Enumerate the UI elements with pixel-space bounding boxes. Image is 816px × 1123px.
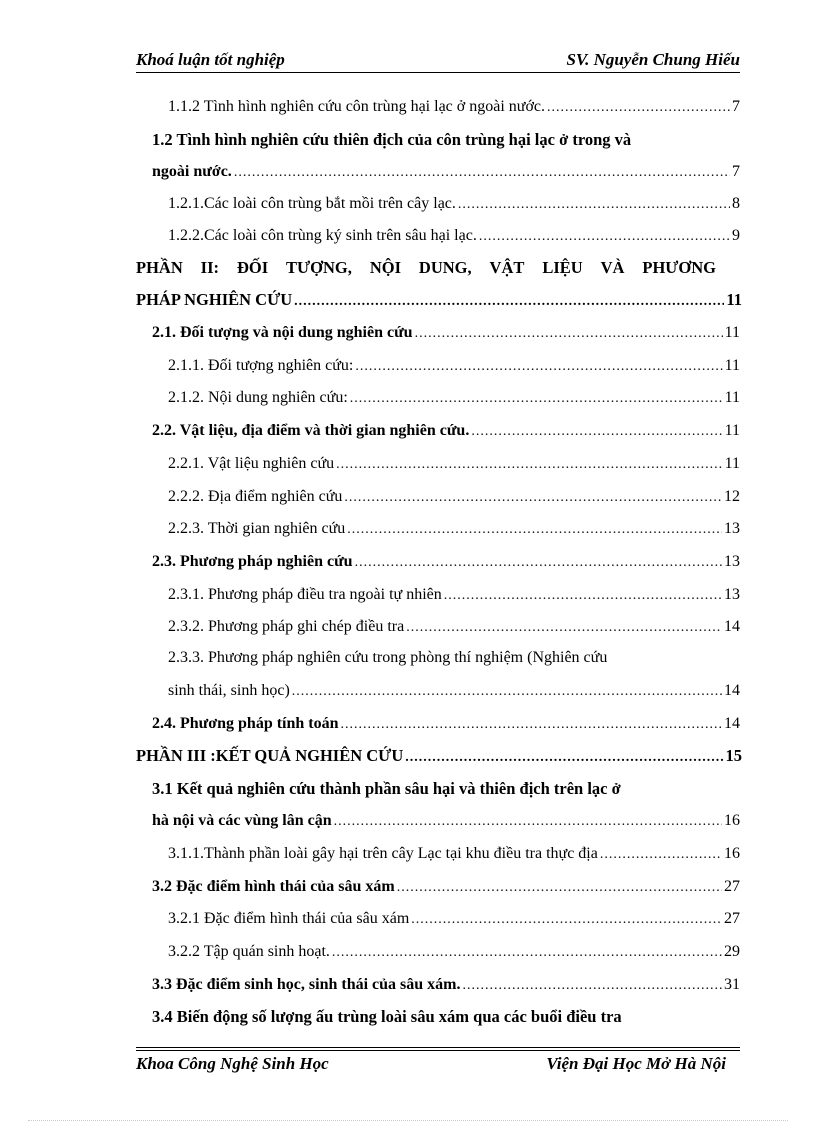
header-rule — [136, 72, 740, 73]
toc-entry[interactable]: 1.2.1.Các loài côn trùng bắt mồi trên cây lạc. ..... 8 — [168, 194, 740, 215]
toc-entry[interactable]: PHẦN III :KẾT QUẢ NGHIÊN CỨU ..... 15 — [136, 746, 742, 768]
page-edge-divider — [28, 1120, 788, 1121]
page-header — [136, 50, 740, 70]
toc-entry[interactable]: 2.2.3. Thời gian nghiên cứu ..... 13 — [168, 519, 740, 540]
toc-entry[interactable]: 1.2.2.Các loài côn trùng ký sinh trên sâu hại lạc. ..... 9 — [168, 226, 740, 247]
toc-entry[interactable]: 2.3.1. Phương pháp điều tra ngoài tự nhiên ..... 13 — [168, 585, 740, 606]
toc-entry-line[interactable]: PHẦN II: ĐỐI TƯỢNG, NỘI DUNG, VẬT LIỆU VÀ PHƯƠNG — [136, 258, 716, 277]
toc-entry[interactable]: ngoài nước. ..... 7 — [152, 162, 740, 183]
footer-right: Viện Đại Học Mở Hà Nội — [546, 1054, 726, 1073]
toc-entry[interactable]: 2.1.2. Nội dung nghiên cứu: ..... 11 — [168, 388, 740, 409]
toc-entry[interactable]: 2.3. Phương pháp nghiên cứu ..... 13 — [152, 552, 740, 573]
toc-entry[interactable]: 3.2.2 Tập quán sinh hoạt. ..... 29 — [168, 942, 740, 963]
toc-entry[interactable]: 2.4. Phương pháp tính toán ..... 14 — [152, 714, 740, 735]
toc-entry[interactable]: 2.1.1. Đối tượng nghiên cứu: ..... 11 — [168, 356, 740, 377]
toc-entry[interactable]: sinh thái, sinh học) ..... 14 — [168, 681, 740, 702]
toc-entry[interactable]: 2.1. Đối tượng và nội dung nghiên cứu ..... 11 — [152, 323, 740, 344]
toc-entry[interactable]: 3.2.1 Đặc điểm hình thái của sâu xám ..... 27 — [168, 909, 740, 930]
header-left: Khoá luận tốt nghiệp — [136, 50, 285, 69]
toc-entry[interactable]: 1.1.2 Tình hình nghiên cứu côn trùng hại lạc ở ngoài nước. ..... 7 — [168, 97, 740, 118]
toc-entry[interactable]: 2.3.2. Phương pháp ghi chép điều tra ..... 14 — [168, 617, 740, 638]
toc-entry-line[interactable]: 1.2 Tình hình nghiên cứu thiên địch của côn trùng hại lạc ở trong và — [152, 130, 632, 149]
footer-rule-second — [136, 1050, 740, 1051]
footer-left: Khoa Công Nghệ Sinh Học — [136, 1054, 329, 1073]
toc-entry[interactable]: 2.2. Vật liệu, địa điểm và thời gian nghiên cứu. ..... 11 — [152, 421, 740, 442]
toc-entry[interactable]: 3.2 Đặc điểm hình thái của sâu xám ..... 27 — [152, 877, 740, 898]
footer-rule — [136, 1047, 740, 1048]
toc-entry[interactable]: 2.2.2. Địa điểm nghiên cứu ..... 12 — [168, 487, 740, 508]
header-right: SV. Nguyễn Chung Hiếu — [566, 50, 740, 69]
toc-entry[interactable]: hà nội và các vùng lân cận ..... 16 — [152, 811, 740, 832]
page-footer — [136, 1054, 726, 1074]
toc-entry[interactable]: 3.1.1.Thành phần loài gây hại trên cây Lạc tại khu điều tra thực địa ..... 16 — [168, 844, 740, 865]
toc-entry[interactable]: 3.3 Đặc điểm sinh học, sinh thái của sâu xám. ..... 31 — [152, 975, 740, 996]
toc-entry-line[interactable]: 3.1 Kết quả nghiên cứu thành phần sâu hại và thiên địch trên lạc ở — [152, 779, 621, 798]
toc-entry-line[interactable]: 3.4 Biến động số lượng ấu trùng loài sâu xám qua các buổi điều tra — [152, 1007, 622, 1026]
toc-entry[interactable]: PHÁP NGHIÊN CỨU ..... 11 — [136, 290, 742, 312]
toc-entry[interactable]: 2.2.1. Vật liệu nghiên cứu ..... 11 — [168, 454, 740, 475]
toc-entry-line[interactable]: 2.3.3. Phương pháp nghiên cứu trong phòng thí nghiệm (Nghiên cứu — [168, 649, 608, 666]
